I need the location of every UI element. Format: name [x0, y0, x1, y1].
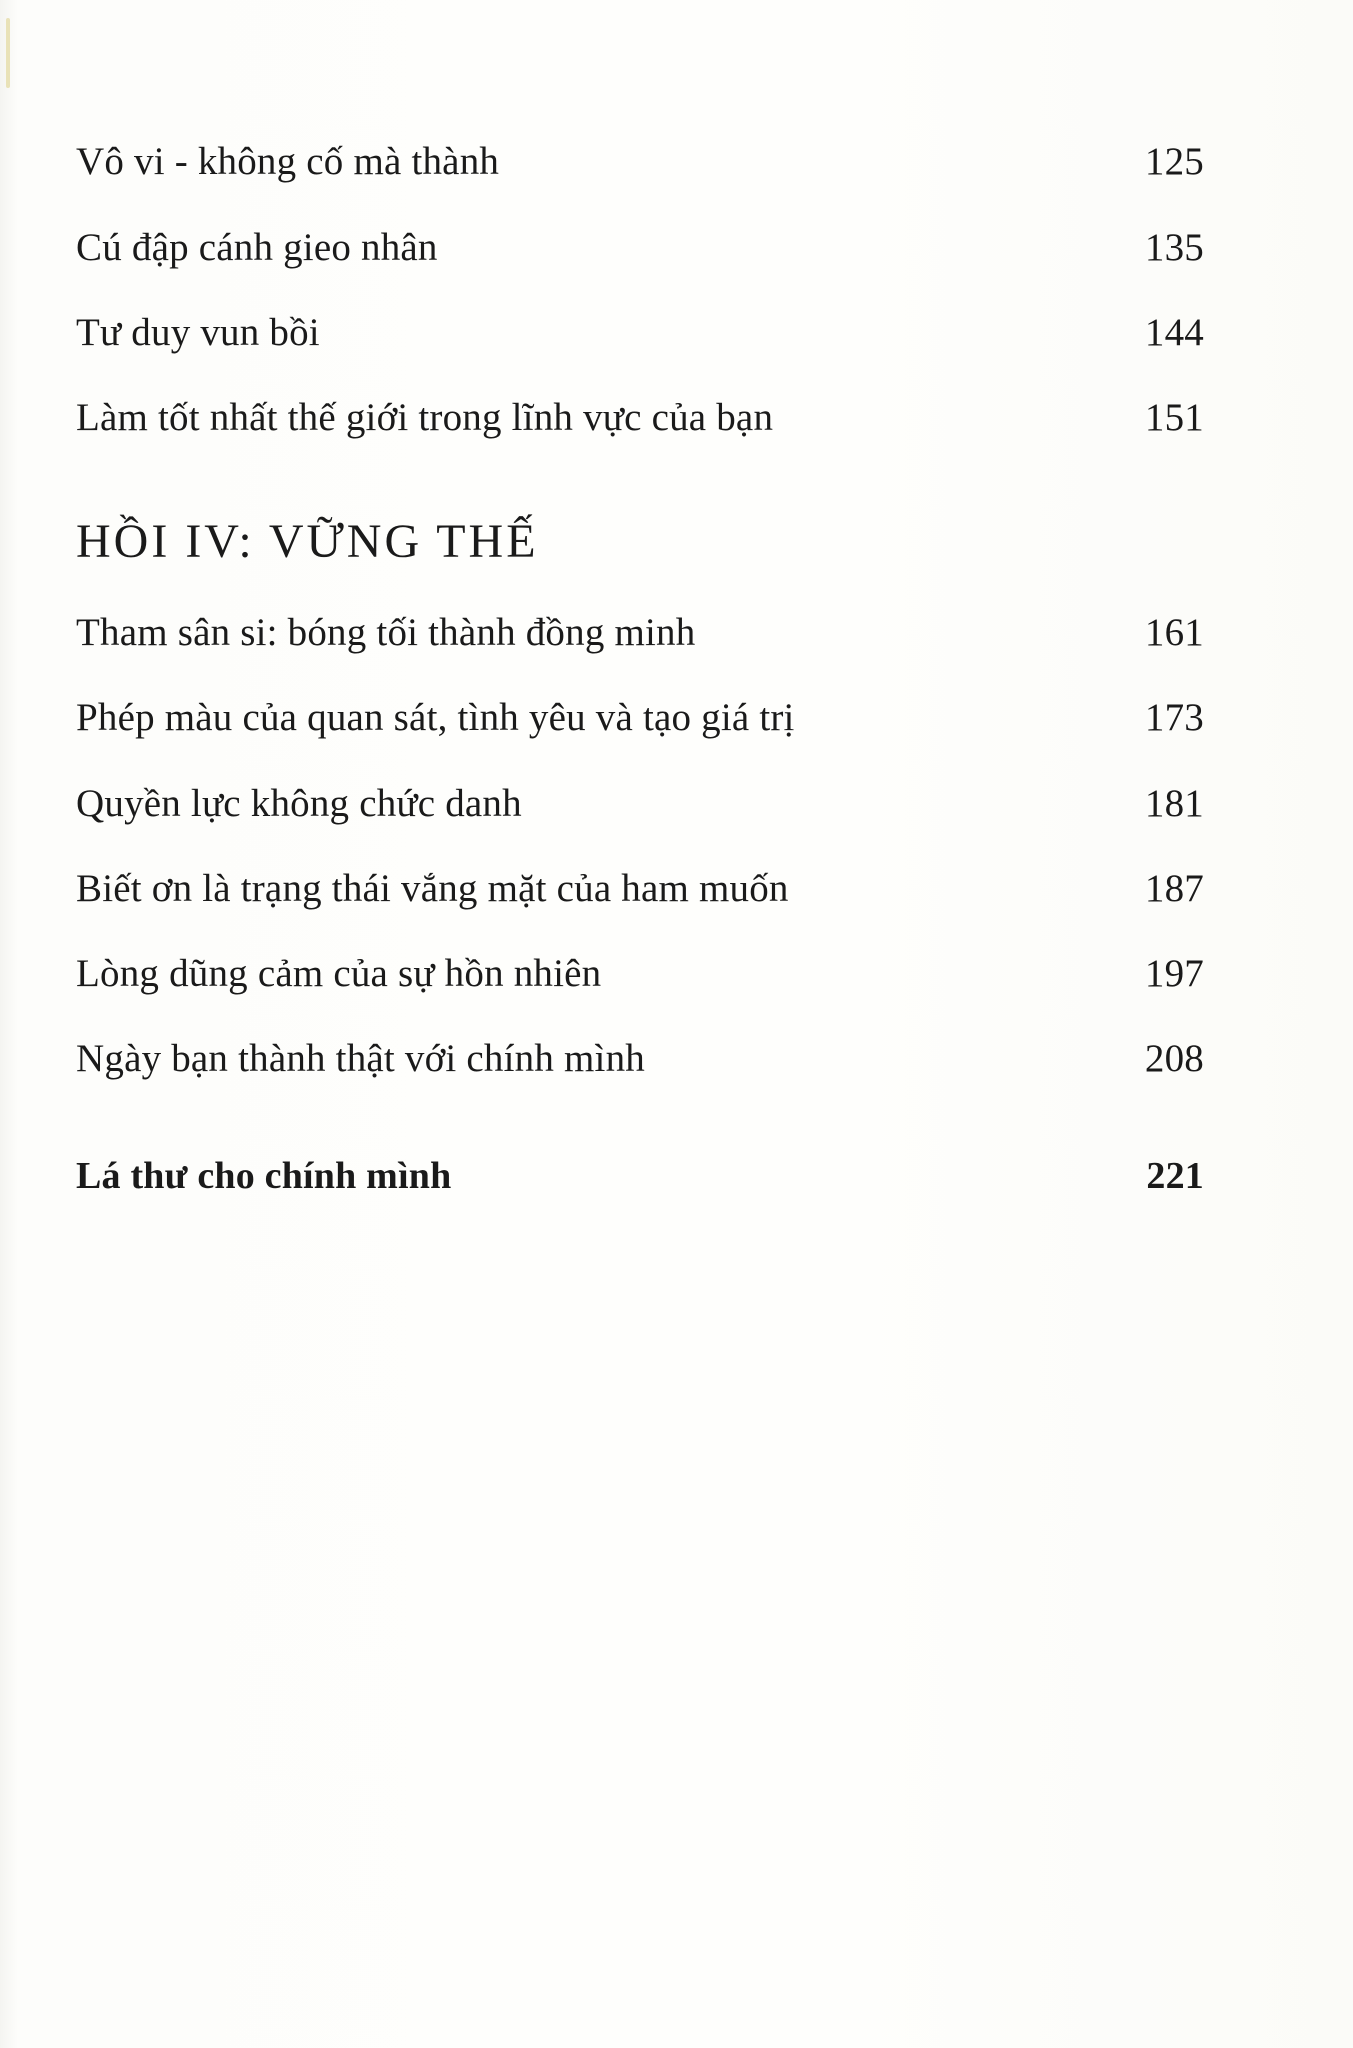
toc-entry-title: Làm tốt nhất thế giới trong lĩnh vực của bạn [76, 396, 774, 439]
section-heading: HỒI IV: VỮNG THẾ [76, 515, 539, 568]
toc-entry-title: Cú đập cánh gieo nhân [76, 226, 438, 269]
toc-entry [76, 220, 1208, 276]
toc-entry-page: 187 [1144, 867, 1204, 910]
toc-entry-page: 151 [1144, 396, 1204, 439]
toc-entry-title: Tư duy vun bồi [76, 311, 320, 354]
page-edge-mark [6, 18, 10, 88]
toc-entry-page: 144 [1144, 311, 1204, 354]
toc-entry [76, 861, 1208, 917]
toc-closing-entry [76, 1148, 1208, 1204]
toc-entry [76, 690, 1208, 746]
toc-entry [76, 305, 1208, 361]
toc-entry-title: Ngày bạn thành thật với chính mình [76, 1037, 645, 1080]
toc-entry-page: 221 [1146, 1155, 1204, 1197]
toc-entry-page: 125 [1144, 140, 1204, 183]
toc-entry [76, 605, 1208, 661]
toc-entry-title: Phép màu của quan sát, tình yêu và tạo giá trị [76, 696, 795, 739]
toc-entry-title: Quyền lực không chức danh [76, 782, 522, 825]
toc-entry [76, 134, 1208, 190]
toc-entry-title: Vô vi - không cố mà thành [76, 140, 500, 183]
toc-entry [76, 946, 1208, 1002]
toc-entry [76, 1031, 1208, 1087]
toc-entry-page: 135 [1144, 226, 1204, 269]
toc-entry-title: Biết ơn là trạng thái vắng mặt của ham muốn [76, 867, 789, 910]
toc-entry-page: 181 [1144, 782, 1204, 825]
toc-entry-title: Lòng dũng cảm của sự hồn nhiên [76, 952, 602, 995]
toc-entry-page: 208 [1144, 1037, 1204, 1080]
toc-entry-page: 197 [1144, 952, 1204, 995]
toc-entry [76, 776, 1208, 832]
toc-entry-title: Tham sân si: bóng tối thành đồng minh [76, 611, 696, 654]
toc-entry-page: 161 [1144, 611, 1204, 654]
toc-entry [76, 390, 1208, 446]
toc-entry-title: Lá thư cho chính mình [76, 1155, 452, 1197]
toc-entry-page: 173 [1144, 696, 1204, 739]
